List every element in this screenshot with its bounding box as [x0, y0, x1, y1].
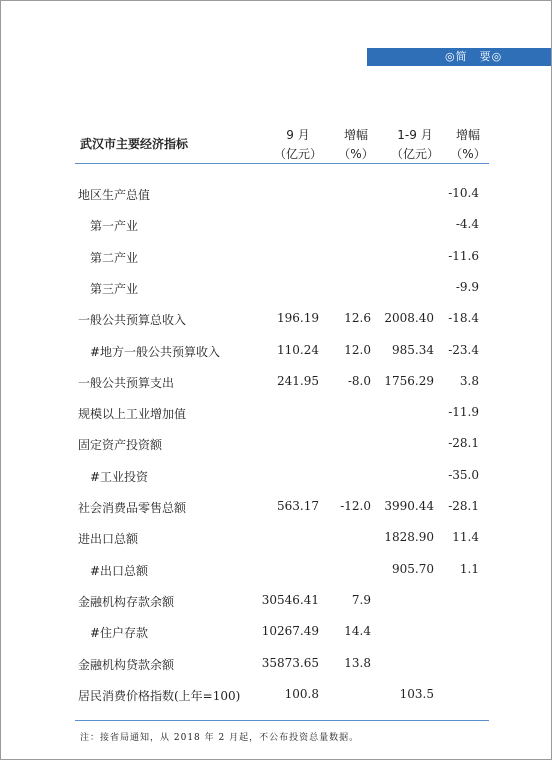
- cell-growth-ytd: -11.9: [448, 405, 479, 419]
- cell-growth-ytd: 3.8: [459, 374, 479, 388]
- header-col-growth-ytd-line1: 增幅: [455, 128, 480, 142]
- cell-growth-month: 12.0: [344, 343, 371, 357]
- row-label: 金融机构贷款余额: [78, 658, 175, 672]
- cell-value-month: 10267.49: [261, 624, 319, 638]
- table-row: [0, 499, 552, 519]
- cell-growth-ytd: 11.4: [452, 530, 479, 544]
- header-col-month: [268, 126, 328, 164]
- table-row: [0, 186, 552, 206]
- table-row: [0, 405, 552, 425]
- cell-growth-ytd: -23.4: [448, 343, 479, 357]
- cell-value-month: 563.17: [277, 499, 319, 513]
- row-label: 第一产业: [90, 219, 139, 233]
- cell-value-month: 30546.41: [261, 593, 319, 607]
- cell-growth-month: 13.8: [344, 656, 371, 670]
- table-row: [0, 687, 552, 707]
- cell-value-month: 241.95: [277, 374, 319, 388]
- table-row: [0, 374, 552, 394]
- header-col-ytd-line1: 1-9 月: [397, 128, 433, 142]
- cell-growth-ytd: -28.1: [448, 436, 479, 450]
- cell-value-month: 110.24: [277, 343, 319, 357]
- footer-rule: [75, 720, 489, 721]
- table-row: [0, 593, 552, 613]
- row-label: #出口总额: [90, 564, 149, 578]
- row-label: #工业投资: [90, 470, 149, 484]
- header-col-ytd: [382, 126, 448, 164]
- table-row: [0, 280, 552, 300]
- table-row: [0, 624, 552, 644]
- banner-text: ◎简 要◎: [445, 50, 503, 63]
- table-row: [0, 436, 552, 456]
- header-col-month-line2: （亿元）: [273, 147, 322, 161]
- cell-value-ytd: 2008.40: [384, 311, 434, 325]
- row-label: 居民消费价格指数(上年=100): [78, 689, 241, 703]
- row-label: 第三产业: [90, 282, 139, 296]
- cell-value-month: 35873.65: [261, 656, 319, 670]
- cell-growth-ytd: -9.9: [455, 280, 479, 294]
- cell-growth-month: -8.0: [347, 374, 371, 388]
- cell-growth-ytd: -4.4: [455, 217, 479, 231]
- row-label: 规模以上工业增加值: [78, 407, 187, 421]
- cell-growth-month: 14.4: [344, 624, 371, 638]
- header-col-growth-month-line1: 增幅: [343, 128, 368, 142]
- cell-growth-month: 7.9: [351, 593, 371, 607]
- header-rule: [75, 163, 489, 164]
- row-label: 金融机构存款余额: [78, 595, 175, 609]
- row-label: 社会消费品零售总额: [78, 501, 187, 515]
- cell-value-ytd: 103.5: [399, 687, 434, 701]
- header-col-growth-ytd: [446, 126, 490, 164]
- table-row: [0, 656, 552, 676]
- header-col-month-line1: 9 月: [286, 128, 310, 142]
- cell-value-ytd: 1756.29: [384, 374, 434, 388]
- cell-growth-ytd: -18.4: [448, 311, 479, 325]
- row-label: #地方一般公共预算收入: [90, 345, 221, 359]
- cell-value-ytd: 1828.90: [384, 530, 434, 544]
- cell-growth-month: -12.0: [340, 499, 371, 513]
- row-label: 一般公共预算支出: [78, 376, 175, 390]
- header-col-growth-month: [334, 126, 378, 164]
- table-row: [0, 217, 552, 237]
- row-label: 第二产业: [90, 251, 139, 265]
- cell-value-ytd: 985.34: [392, 343, 434, 357]
- cell-value-ytd: 3990.44: [384, 499, 434, 513]
- table-row: [0, 562, 552, 582]
- header-col-growth-month-line2: （%）: [338, 147, 374, 161]
- row-label: 固定资产投资额: [78, 438, 163, 452]
- cell-value-month: 196.19: [277, 311, 319, 325]
- table-row: [0, 468, 552, 488]
- cell-growth-ytd: 1.1: [459, 562, 479, 576]
- row-label: 地区生产总值: [78, 188, 151, 202]
- cell-growth-month: 12.6: [344, 311, 371, 325]
- footnote: 注：接省局通知，从 2018 年 2 月起，不公布投资总量数据。: [80, 733, 360, 743]
- table-row: [0, 311, 552, 331]
- cell-value-ytd: 905.70: [392, 562, 434, 576]
- row-label: 一般公共预算总收入: [78, 313, 187, 327]
- header-col-ytd-line2: （亿元）: [390, 147, 439, 161]
- cell-value-month: 100.8: [284, 687, 319, 701]
- table-row: [0, 530, 552, 550]
- table-title: 武汉市主要经济指标: [80, 137, 189, 151]
- cell-growth-ytd: -35.0: [448, 468, 479, 482]
- row-label: 进出口总额: [78, 532, 139, 546]
- cell-growth-ytd: -28.1: [448, 499, 479, 513]
- cell-growth-ytd: -10.4: [448, 186, 479, 200]
- header-col-growth-ytd-line2: （%）: [450, 147, 486, 161]
- cell-growth-ytd: -11.6: [448, 249, 479, 263]
- table-row: [0, 249, 552, 269]
- row-label: #住户存款: [90, 626, 149, 640]
- section-banner: [367, 48, 551, 66]
- table-row: [0, 343, 552, 363]
